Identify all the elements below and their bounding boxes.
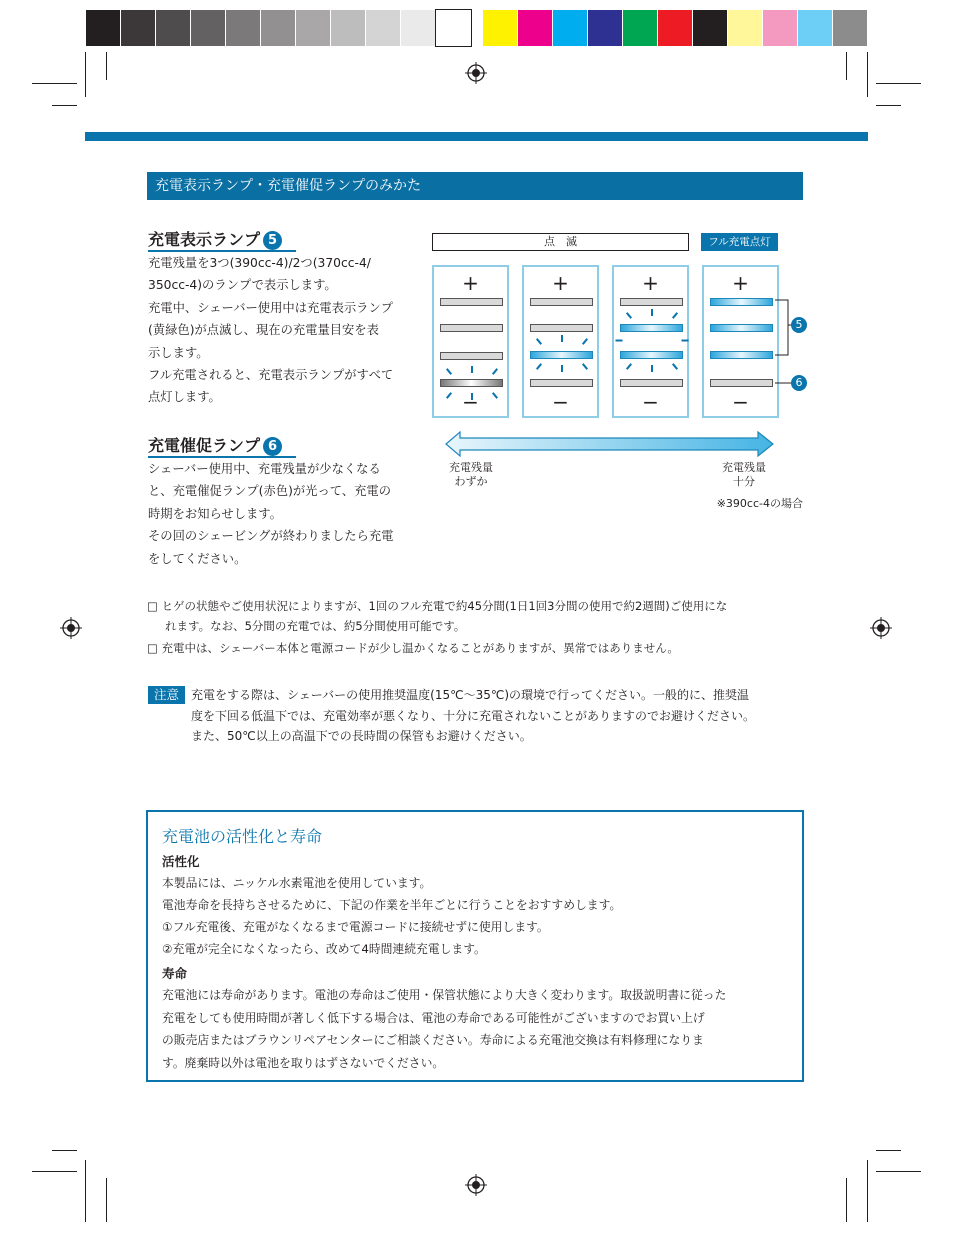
registration-mark-icon bbox=[60, 617, 82, 639]
model-note: ※390cc-4の場合 bbox=[716, 497, 803, 510]
double-arrow-icon bbox=[445, 430, 775, 458]
registration-mark-icon bbox=[465, 62, 487, 84]
plus-sign: + bbox=[552, 271, 569, 295]
reminder-lamp-blinking bbox=[440, 379, 503, 387]
crop-mark bbox=[867, 1160, 868, 1222]
caution-line: 度を下回る低温下では、充電効率が悪くなり、十分に充電されないことがありますのでお避けください。 bbox=[191, 708, 756, 723]
minus-sign: − bbox=[732, 390, 749, 414]
lamp-off bbox=[710, 379, 773, 387]
charge-lamp-heading-text: 充電表示ランプ bbox=[148, 230, 261, 249]
color-swatch bbox=[798, 10, 833, 46]
crop-mark bbox=[846, 52, 847, 80]
lamp-panel-two bbox=[612, 265, 689, 418]
color-swatch bbox=[623, 10, 658, 46]
lamp-on bbox=[710, 351, 773, 359]
callout-6: 6 bbox=[791, 375, 807, 391]
blink-ray bbox=[582, 363, 588, 370]
crop-mark bbox=[876, 1171, 921, 1172]
color-swatch bbox=[121, 10, 156, 46]
life-line: す。廃棄時以外は電池を取りはずさないでください。 bbox=[162, 1055, 445, 1070]
lamp-off bbox=[440, 298, 503, 306]
lamp-off bbox=[530, 379, 593, 387]
blink-ray bbox=[582, 338, 588, 345]
battery-info-box bbox=[146, 810, 804, 1082]
note-line: ヒゲの状態やご使用状況によりますが、1回のフル充電で約45分間(1日1回3分間の使用で約2週間)ご使用にな bbox=[161, 599, 728, 613]
plus-sign: + bbox=[642, 271, 659, 295]
checkbox-bullet: □ bbox=[147, 599, 158, 613]
caution-text bbox=[191, 685, 755, 747]
lamp-panel-low bbox=[432, 265, 509, 418]
gray-color-bar bbox=[86, 10, 471, 46]
color-swatch bbox=[86, 10, 121, 46]
text-line: 点灯します。 bbox=[148, 390, 221, 405]
note-line: れます。なお、5分間の充電では、約5分間使用可能です。 bbox=[165, 619, 466, 633]
color-swatch bbox=[483, 10, 518, 46]
minus-sign: − bbox=[462, 390, 479, 414]
plus-sign: + bbox=[462, 271, 479, 295]
lamp-off bbox=[530, 298, 593, 306]
high-charge-line: 充電残量 bbox=[722, 461, 766, 474]
lamp-on bbox=[710, 324, 773, 332]
lamp-off bbox=[440, 324, 503, 332]
activation-heading: 活性化 bbox=[162, 854, 200, 869]
checkbox-bullet: □ bbox=[147, 641, 158, 655]
crop-mark bbox=[52, 105, 77, 106]
crop-mark bbox=[85, 1160, 86, 1222]
life-text bbox=[162, 984, 726, 1074]
blink-ray bbox=[536, 363, 542, 370]
blink-ray bbox=[651, 365, 653, 372]
note-item bbox=[147, 638, 679, 658]
blink-ray bbox=[492, 368, 498, 375]
low-charge-line: 充電残量 bbox=[449, 461, 493, 474]
minus-sign: − bbox=[642, 390, 659, 414]
reminder-lamp-text bbox=[148, 458, 393, 570]
lamp-on bbox=[710, 298, 773, 306]
blink-ray bbox=[672, 363, 678, 370]
crop-mark bbox=[867, 52, 868, 97]
crop-mark bbox=[32, 83, 77, 84]
life-line: 充電池には寿命があります。電池の寿命はご使用・保管状態により大きく変わります。取扱説明書に従った bbox=[162, 988, 727, 1002]
blink-ray bbox=[446, 368, 452, 375]
crop-mark bbox=[876, 1150, 901, 1151]
high-charge-line: 十分 bbox=[733, 475, 755, 488]
low-charge-label bbox=[441, 461, 501, 489]
color-swatch bbox=[191, 10, 226, 46]
color-swatch bbox=[401, 10, 436, 46]
color-swatch bbox=[728, 10, 763, 46]
crop-mark bbox=[846, 1178, 847, 1222]
activation-text bbox=[162, 872, 621, 960]
color-swatch bbox=[588, 10, 623, 46]
section-banner: 充電表示ランプ・充電催促ランプのみかた bbox=[147, 172, 803, 200]
lamp-blinking bbox=[620, 324, 683, 332]
crop-mark bbox=[106, 52, 107, 80]
blink-label: 点 滅 bbox=[432, 233, 689, 251]
crop-mark bbox=[32, 1171, 77, 1172]
color-swatch bbox=[331, 10, 366, 46]
color-swatch bbox=[436, 10, 471, 46]
color-swatch bbox=[658, 10, 693, 46]
reminder-lamp-heading-text: 充電催促ランプ bbox=[148, 436, 261, 455]
reminder-lamp-heading bbox=[148, 433, 282, 456]
blink-ray bbox=[471, 366, 473, 373]
crop-mark bbox=[85, 52, 86, 97]
blink-ray bbox=[651, 309, 653, 316]
minus-sign: − bbox=[552, 390, 569, 414]
charge-lamp-heading bbox=[148, 227, 282, 250]
charge-lamp-text bbox=[148, 252, 393, 409]
lamp-off bbox=[530, 324, 593, 332]
battery-box-title: 充電池の活性化と寿命 bbox=[162, 827, 323, 846]
color-swatch bbox=[296, 10, 331, 46]
text-line: をしてください。 bbox=[148, 551, 247, 566]
blink-ray bbox=[682, 340, 689, 342]
color-swatch bbox=[693, 10, 728, 46]
color-swatch bbox=[156, 10, 191, 46]
caution-line: また、50℃以上の高温下での長時間の保管もお避けください。 bbox=[191, 729, 532, 743]
crop-mark bbox=[876, 105, 901, 106]
blink-ray bbox=[536, 338, 542, 345]
activation-line: ②充電が完全になくなったら、改めて4時間連続充電します。 bbox=[162, 942, 486, 956]
text-line: 時期をお知らせします。 bbox=[148, 506, 282, 521]
lamp-blinking bbox=[620, 351, 683, 359]
caution-tag: 注意 bbox=[148, 686, 185, 704]
crop-mark bbox=[52, 1150, 77, 1151]
color-swatch bbox=[366, 10, 401, 46]
activation-line: 電池寿命を長持ちさせるために、下記の作業を半年ごとに行うことをおすすめします。 bbox=[162, 898, 622, 912]
number-6-badge: 6 bbox=[263, 437, 282, 456]
lamp-panel-full bbox=[702, 265, 779, 418]
life-line: 充電をしても使用時間が著しく低下する場合は、電池の寿命である可能性がございますのでお買い上げ bbox=[162, 1010, 705, 1025]
registration-mark-icon bbox=[870, 617, 892, 639]
text-line: (黄緑色)が点滅し、現在の充電量目安を表 bbox=[148, 323, 379, 338]
plus-sign: + bbox=[732, 271, 749, 295]
number-5-badge: 5 bbox=[263, 231, 282, 250]
lamp-panel-one bbox=[522, 265, 599, 418]
process-color-bar bbox=[483, 10, 868, 46]
activation-line: ①フル充電後、充電がなくなるまで電源コードに接続せずに使用します。 bbox=[162, 920, 549, 934]
crop-mark bbox=[876, 83, 921, 84]
text-line: その回のシェービングが終わりましたら充電 bbox=[148, 529, 394, 544]
text-line: 350cc-4)のランプで表示します。 bbox=[148, 278, 337, 293]
lamp-off bbox=[620, 379, 683, 387]
text-line: フル充電されると、充電表示ランプがすべて bbox=[148, 368, 394, 383]
high-charge-label bbox=[714, 461, 774, 489]
text-line: シェーバー使用中、充電残量が少なくなる bbox=[148, 462, 381, 476]
registration-mark-icon bbox=[465, 1174, 487, 1196]
blink-ray bbox=[561, 365, 563, 372]
lamp-blinking bbox=[530, 351, 593, 359]
color-swatch bbox=[763, 10, 798, 46]
blink-ray bbox=[626, 363, 632, 370]
header-rule bbox=[85, 132, 868, 141]
color-swatch bbox=[833, 10, 868, 46]
life-line: の販売店またはブラウンリペアセンターにご相談ください。寿命による充電池交換は有料修理になりま bbox=[162, 1033, 704, 1047]
text-line: 示します。 bbox=[148, 345, 209, 360]
note-item bbox=[147, 596, 727, 636]
blink-ray bbox=[616, 340, 623, 342]
color-swatch bbox=[261, 10, 296, 46]
activation-line: 本製品には、ニッケル水素電池を使用しています。 bbox=[162, 876, 432, 890]
color-swatch bbox=[518, 10, 553, 46]
blink-ray bbox=[626, 312, 632, 319]
callout-5: 5 bbox=[791, 317, 807, 333]
text-line: 充電中、シェーバー使用中は充電表示ランプ bbox=[148, 300, 394, 315]
blink-ray bbox=[672, 312, 678, 319]
color-swatch bbox=[553, 10, 588, 46]
life-heading: 寿命 bbox=[162, 966, 188, 981]
color-swatch bbox=[226, 10, 261, 46]
caution-line: 充電をする際は、シェーバーの使用推奨温度(15℃〜35℃)の環境で行ってください。一般的に、推奨温 bbox=[191, 688, 750, 702]
text-line: と、充電催促ランプ(赤色)が光って、充電の bbox=[148, 484, 391, 499]
crop-mark bbox=[106, 1178, 107, 1222]
lamp-off bbox=[440, 352, 503, 360]
low-charge-line: わずか bbox=[454, 475, 488, 488]
text-line: 充電残量を3つ(390cc-4)/2つ(370cc-4/ bbox=[148, 256, 371, 270]
blink-ray bbox=[561, 335, 563, 342]
note-line: 充電中は、シェーバー本体と電源コードが少し温かくなることがありますが、異常ではありません。 bbox=[161, 641, 679, 655]
lamp-off bbox=[620, 298, 683, 306]
full-charge-label: フル充電点灯 bbox=[701, 233, 778, 251]
